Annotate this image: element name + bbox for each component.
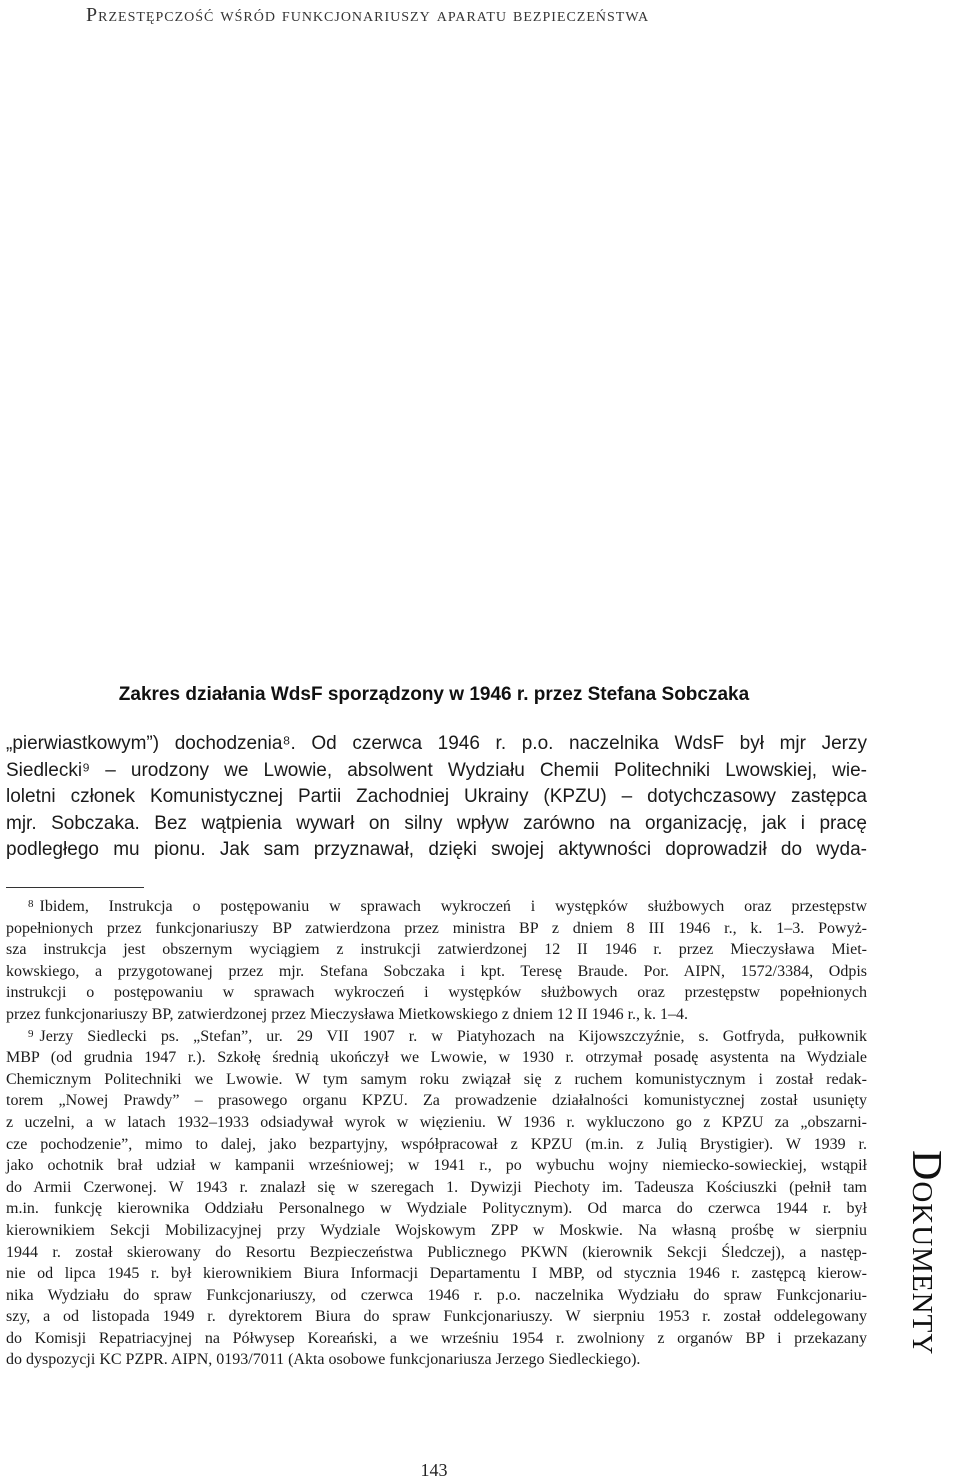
footnote-line: szy, a od listopada 1949 r. dyrektorem Biura do spraw Funkcjonariuszy. W sierpniu 1953 r. został oddelegowany [6, 1308, 867, 1326]
footnote-line: instrukcji o postępowaniu w sprawach wykroczeń i występków służbowych oraz przestępstw popełnionych [6, 984, 867, 1002]
section-side-label [882, 1150, 960, 1386]
document-caption: Zakres działania WdsF sporządzony w 1946 r. przez Stefana Sobczaka [118, 684, 750, 705]
footnote-line [6, 1026, 867, 1048]
footnote-line: torem „Nowej Prawdy” – prasowego organu KPZU. Za prowadzenie działalności komunistycznej został usunięty [6, 1092, 867, 1110]
body-line: loletni członek Komunistycznej Partii Zachodniej Ukrainy (KPZU) – dotychczasowy zastępca [6, 786, 867, 807]
footnote-separator [6, 887, 144, 888]
footnote-line [6, 896, 867, 918]
footnote-line: jako ochotnik brał udział w kampanii wrześniowej; w 1941 r., po wybuchu wojny niemiecko-sowieckiej, wstąpił [6, 1157, 867, 1175]
section-side-label-text: Dokumenty [903, 1150, 949, 1356]
footnote-line: m.in. funkcję kierownika Oddziału Personalnego w Wydziale Politycznym). Od marca do czerwca 1944 r. był [6, 1200, 867, 1218]
footnote-line: przez funkcjonariuszy BP, zatwierdzonej przez Mieczysława Mietkowskiego z dniem 12 II 1946 r., k. 1–4. [6, 1005, 689, 1023]
footnote-line: do dyspozycji KC PZPR. AIPN, 0193/7011 (Akta osobowe funkcjonariusza Jerzego Siedleckiego). [6, 1351, 641, 1369]
body-line: Siedlecki⁹ – urodzony we Lwowie, absolwent Wydziału Chemii Politechniki Lwowskiej, wie- [6, 759, 867, 781]
footnote-line: do Komisji Repatriacyjnej na Półwysep Koreański, a we wrześniu 1954 r. zwolniony z organów BP i przekazany [6, 1329, 867, 1347]
footnote-line: kowskiego, a przygotowanej przez mjr. Stefana Sobczaka i kpt. Teresę Braude. Por. AIPN, 1572/3384, Odpis [6, 962, 867, 980]
footnote-line: 1944 r. został skierowany do Resortu Bezpieczeństwa Publicznego PKWN (kierownik Sekcji Śledczej), a następ- [6, 1243, 867, 1261]
footnote-line: Chemicznym Politechniki we Lwowie. W tym samym roku związał się z ruchem komunistycznym i został redak- [6, 1070, 867, 1088]
footnote-line: do Armii Czerwonej. W 1943 r. znalazł się w szeregach 1. Dywizji Piechoty im. Tadeusza Kościuszki (pełnił tam [6, 1178, 867, 1196]
body-line: mjr. Sobczaka. Bez wątpienia wywarł on silny wpływ zarówno na organizację, jak i pracę [6, 812, 867, 834]
footnote-line: MBP (od grudnia 1947 r.). Szkołę średnią ukończył we Lwowie, w 1930 r. otrzymał posadę asystenta na Wydziale [6, 1049, 867, 1067]
footnotes [6, 896, 867, 1371]
footnote-number: 9 [28, 1027, 34, 1040]
running-header: Przestępczość wśród funkcjonariuszy aparatu bezpieczeństwa [86, 4, 650, 26]
body-line: podległego mu pionu. Jak sam przyznawał, dzięki swojej aktywności doprowadził do wyda- [6, 839, 867, 860]
footnote-line-text: Ibidem, Instrukcja o postępowaniu w sprawach wykroczeń i występków służbowych oraz przestępstw [39, 898, 867, 915]
footnote-number: 8 [28, 898, 34, 910]
footnote-line: popełnionych przez funkcjonariuszy BP zatwierdzona przez ministra BP z dniem 8 III 1946 r., k. 1–3. Powyż- [6, 919, 867, 937]
page-number: 143 [420, 1460, 448, 1480]
body-text [6, 731, 867, 864]
footnote-8 [6, 896, 867, 1026]
footnote-9 [6, 1026, 867, 1372]
footnote-line: nika Wydziału do spraw Funkcjonariuszy, od czerwca 1946 r. p.o. naczelnika Wydziału do spraw Funkcjonariu- [6, 1286, 867, 1304]
footnote-line-text: Jerzy Siedlecki ps. „Stefan”, ur. 29 VII 1907 r. w Piatyhozach na Kijowszczyźnie, s. Gotfryda, pułkownik [39, 1027, 867, 1045]
footnote-line: sza instrukcja jest obszernym wyciągiem z instrukcji zatwierdzonej 12 II 1946 r. przez Mieczysława Miet- [6, 941, 867, 959]
body-line: „pierwiastkowym”) dochodzenia⁸. Od czerwca 1946 r. p.o. naczelnika WdsF był mjr Jerzy [6, 733, 867, 754]
footnote-line: z uczelni, a w latach 1932–1933 odsiadywał wyrok w więzieniu. W 1936 r. wykluczono go z KPZU za „obszarni- [6, 1113, 867, 1131]
footnote-line: nie od lipca 1945 r. był kierownikiem Biura Informacji Departamentu I MBP, od stycznia 1946 r. zastępcą kierow- [6, 1265, 867, 1283]
footnote-line: kierownikiem Sekcji Mobilizacyjnej przy Wydziale Wojskowym ZPP w Moskwie. Na własną prośbę w sierpniu [6, 1221, 867, 1239]
footnote-line: cze pochodzenie”, mimo to dalej, jako bezpartyjny, współpracował z KPZU (m.in. z Julią Brystigier). W 1939 r. [6, 1135, 867, 1153]
